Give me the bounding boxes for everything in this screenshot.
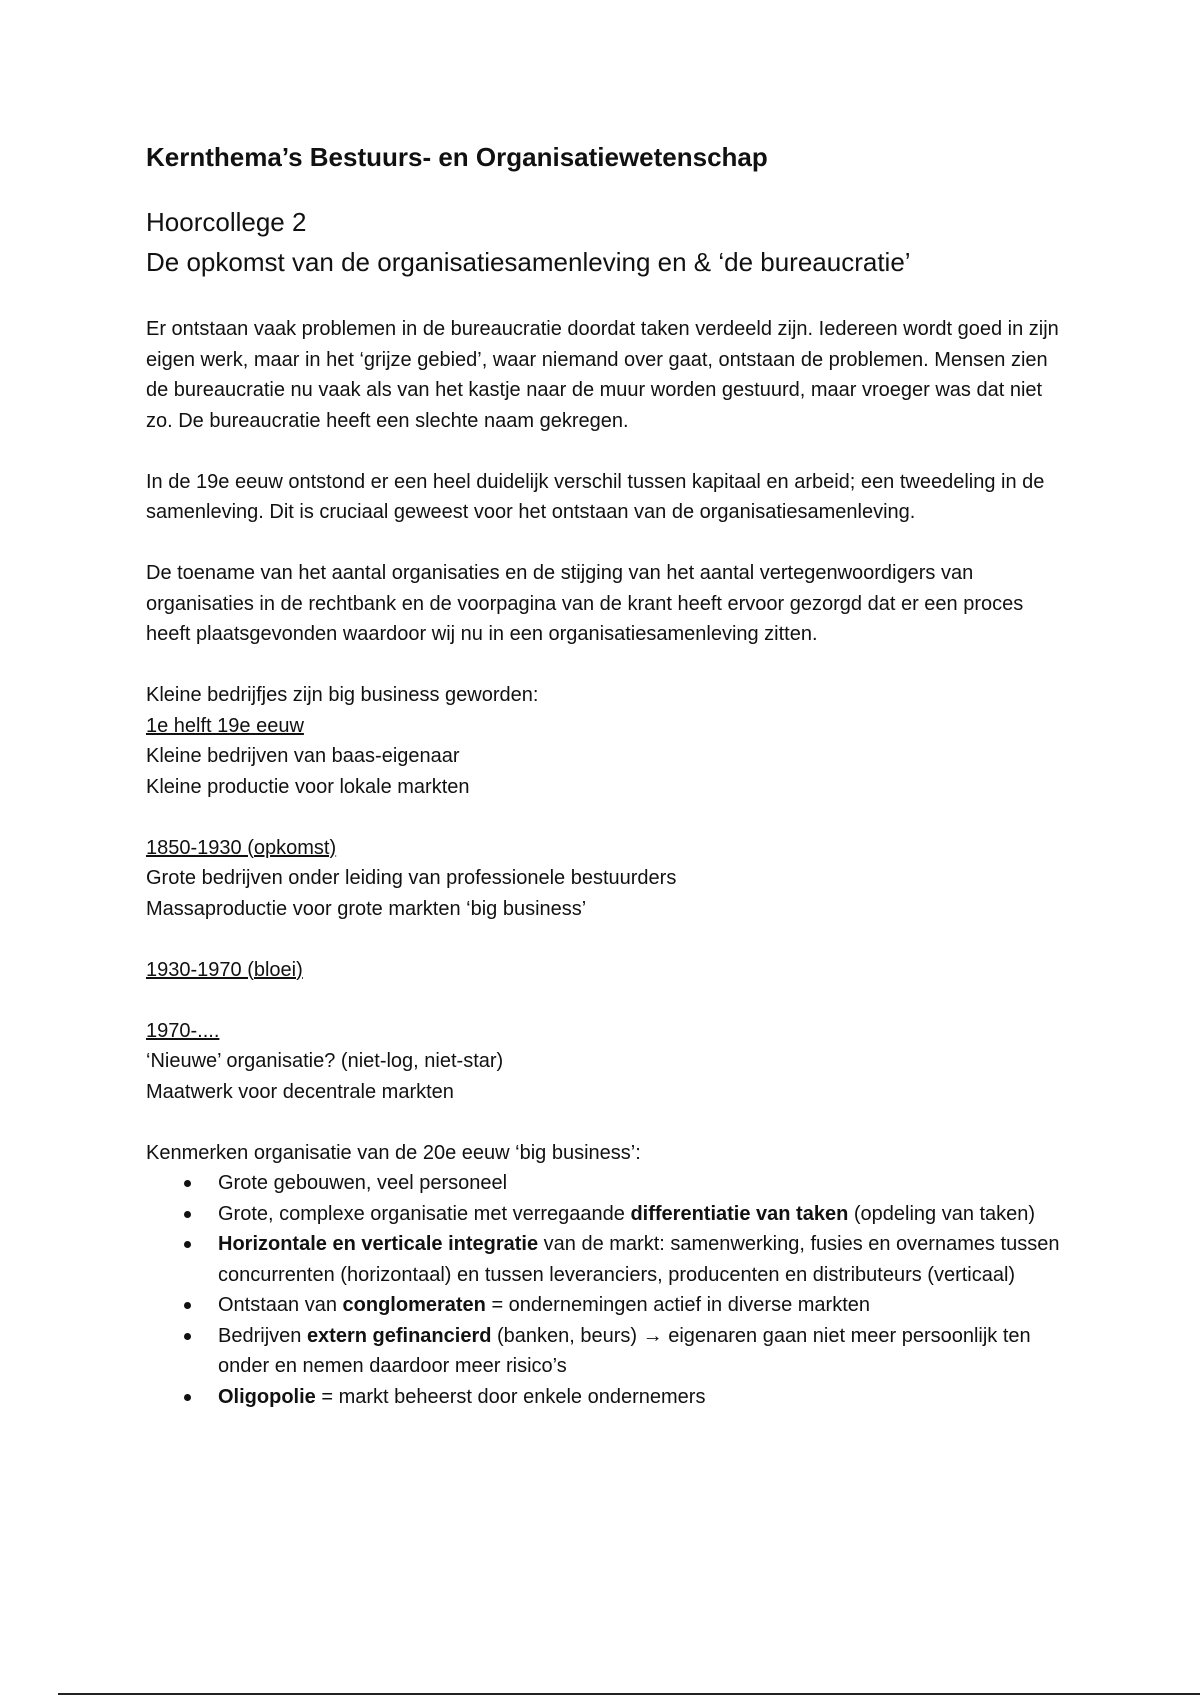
periods-intro: Kleine bedrijfjes zijn big business geworden: <box>146 684 539 706</box>
characteristics-section <box>146 1138 1066 1413</box>
item-emphasis: Horizontale en verticale integratie <box>218 1233 539 1255</box>
item-text: Ontstaan van <box>218 1294 343 1316</box>
period-line: Kleine productie voor lokale markten <box>146 775 470 798</box>
item-text: (opdeling van taken) <box>848 1202 1036 1225</box>
period-line: Maatwerk voor decentrale markten <box>146 1080 454 1103</box>
document-title: Kernthema’s Bestuurs- en Organisatiewetenschap <box>146 142 768 172</box>
characteristics-list <box>146 1168 1066 1412</box>
list-item <box>218 1321 1066 1382</box>
item-text: = ondernemingen actief in diverse markten <box>485 1294 870 1316</box>
list-item <box>218 1382 1066 1413</box>
characteristics-intro: Kenmerken organisatie van de 20e eeuw ‘big business’: <box>146 1141 641 1164</box>
period-heading: 1970-.... <box>146 1019 220 1042</box>
item-text: Grote, complexe organisatie met verregaande <box>218 1202 631 1225</box>
item-text: van de markt: samenwerking, fusies en overnames tussen concurrenten (horizontaal) en tussen leveranciers, producenten en distributeurs (verticaal) <box>218 1233 1060 1286</box>
period-heading: 1930-1970 (bloei) <box>146 958 303 981</box>
lecture-header <box>146 202 1066 282</box>
paragraph: Er ontstaan vaak problemen in de bureaucratie doordat taken verdeeld zijn. Iedereen wordt goed in zijn eigen werk, maar in het ‘grijze gebied’, waar niemand over gaat, ontstaan de problemen. Mensen zien de bureaucratie nu vaak als van het kastje naar de muur worden gestuurd, maar vroeger was dat niet zo. De bureaucratie heeft een slechte naam gekregen. <box>146 318 1059 432</box>
item-text: Bedrijven <box>218 1324 307 1347</box>
paragraph: De toename van het aantal organisaties en de stijging van het aantal vertegenwoordigers van organisaties in de rechtbank en de voorpagina van de krant heeft ervoor gezorgd dat er een proces heeft plaatsgevonden waardoor wij nu in een organisatiesamenleving zitten. <box>146 562 1024 645</box>
page-bottom-divider <box>58 1693 1200 1695</box>
period-section <box>146 680 1066 802</box>
item-emphasis: conglomeraten <box>342 1294 486 1316</box>
list-item <box>218 1168 1066 1199</box>
period-section <box>146 833 1066 925</box>
item-emphasis: extern gefinancierd <box>306 1324 492 1347</box>
period-line: Grote bedrijven onder leiding van professionele bestuurders <box>146 867 677 889</box>
lecture-topic: De opkomst van de organisatiesamenleving en & ‘de bureaucratie’ <box>146 247 911 277</box>
item-text: Grote gebouwen, veel personeel <box>218 1172 508 1194</box>
list-item <box>218 1290 1066 1321</box>
period-line: ‘Nieuwe’ organisatie? (niet-log, niet-star) <box>146 1050 504 1072</box>
document-page <box>146 140 1066 1412</box>
item-emphasis: differentiatie van taken <box>630 1202 849 1225</box>
list-item <box>218 1199 1066 1230</box>
lecture-number: Hoorcollege 2 <box>146 207 307 237</box>
period-line: Massaproductie voor grote markten ‘big business’ <box>146 897 587 920</box>
item-text: (banken, beurs) → eigenaren gaan niet meer persoonlijk ten onder en nemen daardoor meer risico’s <box>218 1324 1031 1377</box>
period-section <box>146 955 1066 986</box>
period-heading: 1850-1930 (opkomst) <box>146 836 337 859</box>
item-text: = markt beheerst door enkele ondernemers <box>315 1385 706 1408</box>
item-emphasis: Oligopolie <box>218 1385 316 1408</box>
period-heading: 1e helft 19e eeuw <box>146 714 304 737</box>
period-section <box>146 1016 1066 1108</box>
period-line: Kleine bedrijven van baas-eigenaar <box>146 745 460 767</box>
list-item <box>218 1229 1066 1290</box>
paragraph: In de 19e eeuw ontstond er een heel duidelijk verschil tussen kapitaal en arbeid; een tweedeling in de samenleving. Dit is cruciaal geweest voor het ontstaan van de organisatiesamenleving. <box>146 470 1045 523</box>
